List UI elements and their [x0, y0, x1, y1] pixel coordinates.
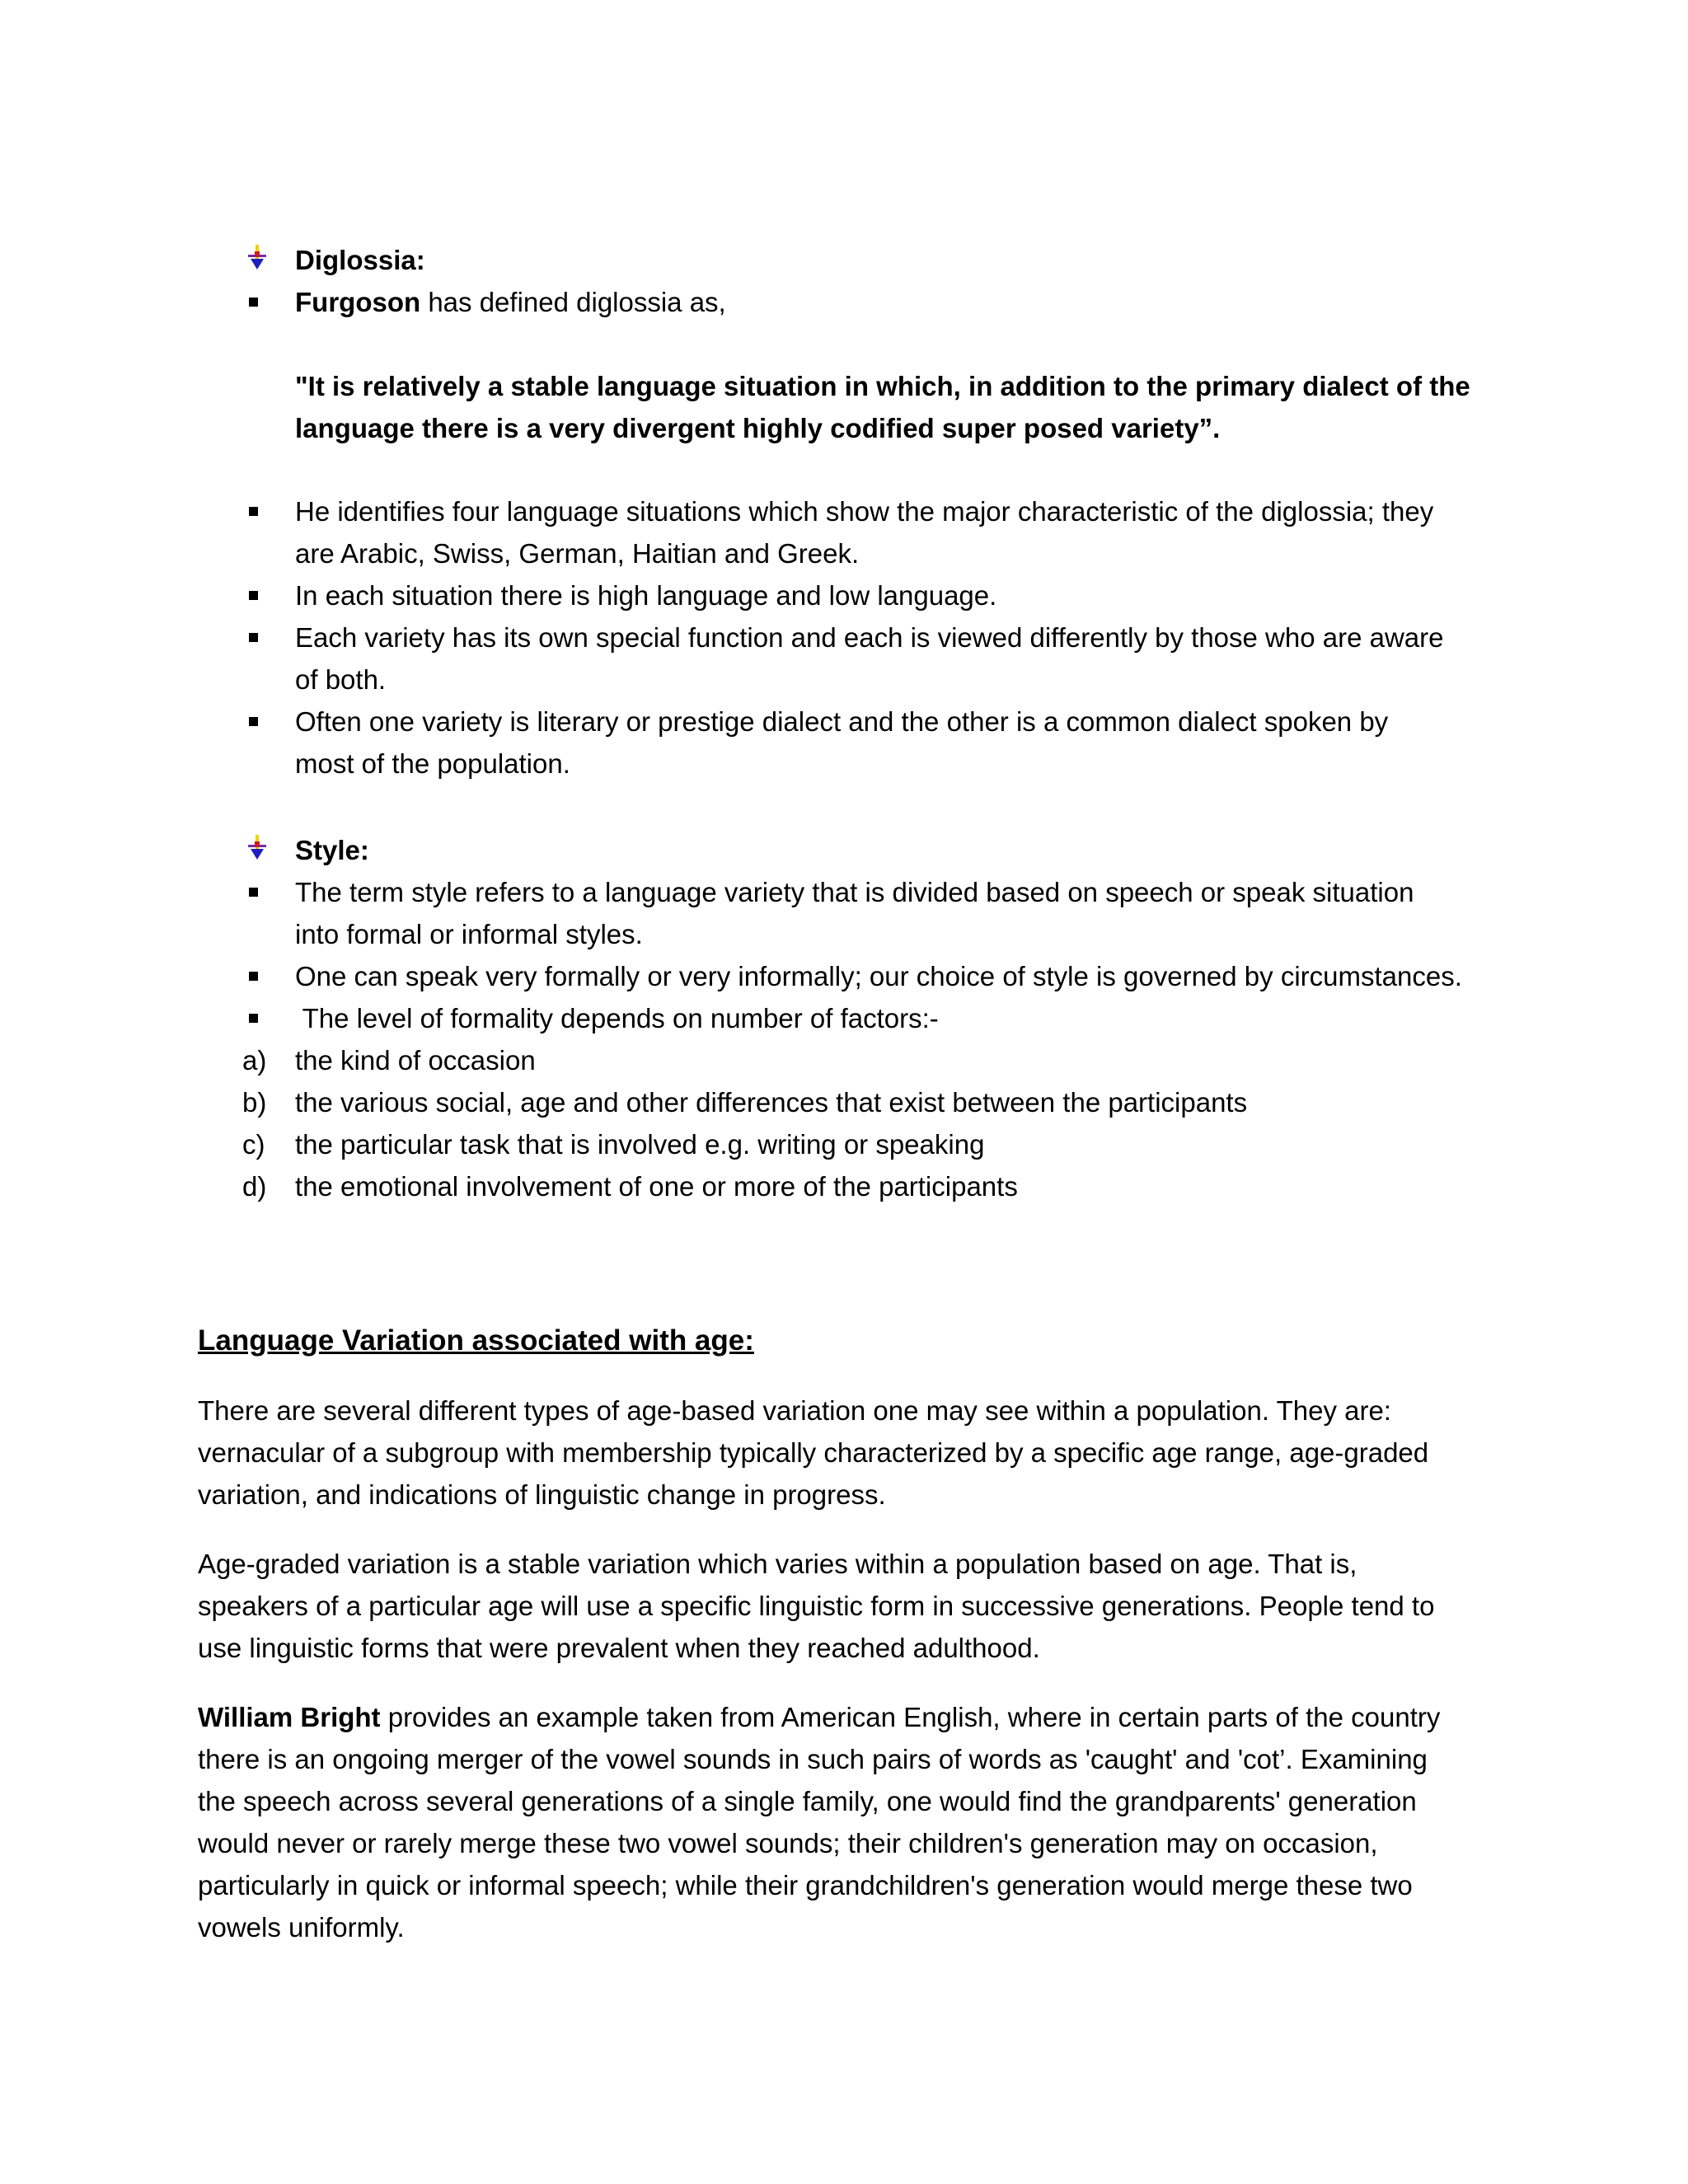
factor-letter-b: b): [242, 1087, 267, 1118]
age-paragraph-3-line-3: the speech across several generations of a single family, one would find the grandparents' generation: [198, 1786, 1417, 1816]
diglossia-bullet-3-line-1: Each variety has its own special function and each is viewed differently by those who are aware: [295, 622, 1444, 653]
diglossia-bullet-4-line-2: most of the population.: [295, 748, 570, 779]
square-bullet-icon: [249, 1014, 258, 1023]
age-paragraph-2-line-3: use linguistic forms that were prevalent when they reached adulthood.: [198, 1633, 1040, 1663]
section-heading-age: Language Variation associated with age:: [198, 1324, 754, 1357]
age-paragraph-3-line-1-rest: provides an example taken from American English, where in certain parts of the country: [380, 1702, 1441, 1732]
factor-letter-a: a): [242, 1045, 267, 1076]
age-paragraph-3-line-4: would never or rarely merge these two vowel sounds; their children's generation may on occasion,: [198, 1828, 1378, 1858]
factor-letter-c: c): [242, 1129, 265, 1160]
diglossia-heading-text: Diglossia:: [295, 245, 425, 275]
arrow-bullet-icon: [246, 243, 274, 273]
square-bullet-icon: [249, 717, 258, 726]
section-heading-style: [295, 829, 369, 871]
age-paragraph-2-line-1: Age-graded variation is a stable variation which varies within a population based on age. That is,: [198, 1549, 1357, 1579]
factor-text-c: the particular task that is involved e.g. writing or speaking: [295, 1129, 985, 1160]
definition-intro: [295, 281, 726, 323]
age-paragraph-2-line-2: speakers of a particular age will use a specific linguistic form in successive generations. People tend to: [198, 1591, 1435, 1621]
age-paragraph-3-line-5: particularly in quick or informal speech; while their grandchildren's generation would merge these two: [198, 1870, 1413, 1900]
quote-line-1: "It is relatively a stable language situation in which, in addition to the primary dialect of the: [295, 371, 1470, 401]
definer-name: Furgoson: [295, 287, 421, 317]
factor-text-d: the emotional involvement of one or more of the participants: [295, 1171, 1018, 1202]
diglossia-bullet-1-line-1: He identifies four language situations which show the major characteristic of the diglossia; they: [295, 496, 1434, 527]
arrow-bullet-icon: [246, 833, 274, 863]
square-bullet-icon: [249, 298, 258, 307]
definer-rest: has defined diglossia as,: [420, 287, 726, 317]
age-paragraph-3-line-6: vowels uniformly.: [198, 1912, 405, 1943]
square-bullet-icon: [249, 888, 258, 897]
factor-text-b: the various social, age and other differences that exist between the participants: [295, 1087, 1248, 1118]
factor-letter-d: d): [242, 1171, 267, 1202]
age-paragraph-3-line-1: [198, 1696, 1440, 1738]
age-paragraph-1-line-3: variation, and indications of linguistic change in progress.: [198, 1479, 886, 1510]
section-heading-diglossia: [295, 239, 425, 281]
diglossia-bullet-2: In each situation there is high language and low language.: [295, 580, 997, 611]
author-name: William Bright: [198, 1702, 381, 1732]
diglossia-bullet-1-line-2: are Arabic, Swiss, German, Haitian and Greek.: [295, 538, 860, 569]
age-paragraph-1-line-2: vernacular of a subgroup with membership typically characterized by a specific age range, age-graded: [198, 1437, 1429, 1468]
style-bullet-2: One can speak very formally or very informally; our choice of style is governed by circumstances.: [295, 961, 1462, 991]
age-paragraph-1-line-1: There are several different types of age-based variation one may see within a population. They are:: [198, 1395, 1391, 1426]
square-bullet-icon: [249, 507, 258, 516]
diglossia-bullet-3-line-2: of both.: [295, 664, 387, 695]
style-bullet-1-line-1: The term style refers to a language variety that is divided based on speech or speak situation: [295, 877, 1414, 907]
style-bullet-1-line-2: into formal or informal styles.: [295, 919, 643, 949]
style-bullet-3: The level of formality depends on number of factors:-: [295, 1003, 939, 1033]
factor-text-a: the kind of occasion: [295, 1045, 536, 1076]
quote-line-2: language there is a very divergent highly codified super posed variety”.: [295, 413, 1221, 443]
style-heading-text: Style:: [295, 835, 369, 865]
square-bullet-icon: [249, 591, 258, 600]
diglossia-bullet-4-line-1: Often one variety is literary or prestige dialect and the other is a common dialect spoken by: [295, 706, 1389, 737]
square-bullet-icon: [249, 633, 258, 642]
square-bullet-icon: [249, 972, 258, 981]
age-paragraph-3-line-2: there is an ongoing merger of the vowel sounds in such pairs of words as 'caught' and 'cot’. Examining: [198, 1744, 1428, 1774]
